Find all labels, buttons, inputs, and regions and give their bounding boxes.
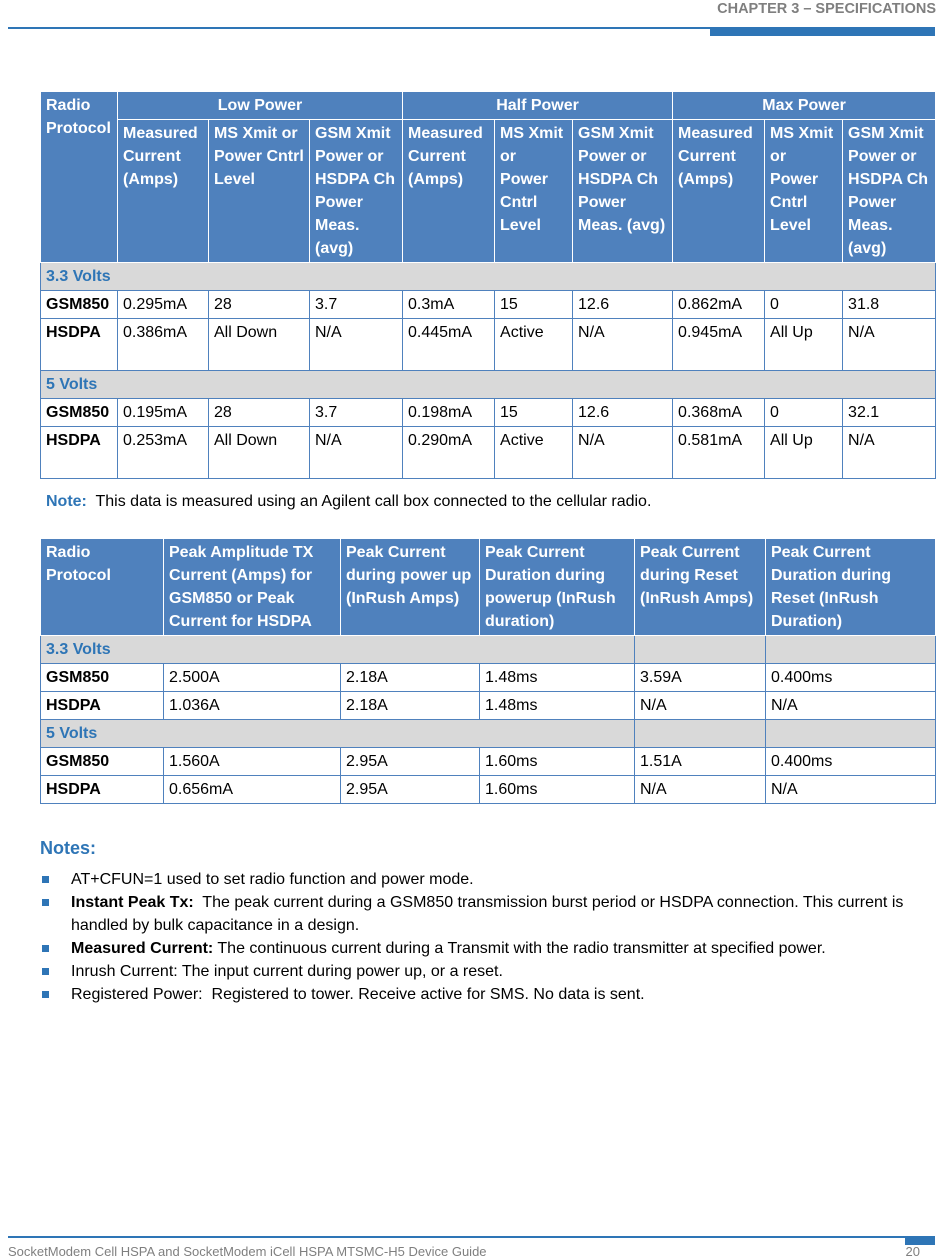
protocol-cell: HSDPA (41, 319, 118, 371)
note-item-text: The continuous current during a Transmit with the radio transmitter at specified power. (213, 940, 826, 957)
table-cell: 3.59A (635, 664, 766, 692)
section-label: 5 Volts (41, 720, 635, 748)
table-row (41, 427, 936, 479)
table-cell: 0 (765, 399, 843, 427)
table-cell: All Down (209, 319, 310, 371)
table-cell: 0.195mA (118, 399, 209, 427)
table-cell: All Up (765, 319, 843, 371)
table-cell: 31.8 (843, 291, 936, 319)
table-cell: 2.95A (341, 748, 480, 776)
table1-group-header-half: Half Power (403, 92, 673, 120)
table2-header: Peak Amplitude TX Current (Amps) for GSM850 or Peak Current for HSDPA (164, 539, 341, 636)
protocol-cell: GSM850 (41, 748, 164, 776)
table1-subheader: Measured Current (Amps) (403, 120, 495, 263)
table-cell: N/A (310, 319, 403, 371)
table-row (41, 319, 936, 371)
table1-subheader-row (41, 120, 936, 263)
table-cell: 28 (209, 399, 310, 427)
table-row (41, 692, 936, 720)
table-cell: N/A (635, 692, 766, 720)
note-item-text: Registered Power: Registered to tower. Receive active for SMS. No data is sent. (71, 986, 645, 1003)
table-cell: 0.945mA (673, 319, 765, 371)
note-item-term: Measured Current: (71, 940, 214, 957)
table-cell: 0.253mA (118, 427, 209, 479)
note-item (40, 868, 920, 891)
section-label: 3.3 Volts (41, 263, 936, 291)
table-cell: 1.48ms (480, 692, 635, 720)
table-cell: 0.295mA (118, 291, 209, 319)
note-item (40, 937, 920, 960)
table-cell: 0.386mA (118, 319, 209, 371)
table-cell: 1.48ms (480, 664, 635, 692)
section-label: 5 Volts (41, 371, 936, 399)
table-row (41, 776, 936, 804)
table-cell: 1.60ms (480, 776, 635, 804)
table-cell: 0.400ms (766, 664, 936, 692)
table2-header: Peak Current during Reset (InRush Amps) (635, 539, 766, 636)
table-cell: 0.862mA (673, 291, 765, 319)
section-label: 3.3 Volts (41, 636, 635, 664)
table-cell: 1.560A (164, 748, 341, 776)
table1-subheader: Measured Current (Amps) (118, 120, 209, 263)
footer-rule (8, 1236, 935, 1238)
note-label: Note: (46, 493, 87, 510)
table-cell: 15 (495, 291, 573, 319)
table-cell: 0.3mA (403, 291, 495, 319)
section-empty-cell (635, 720, 766, 748)
table1-subheader: GSM Xmit Power or HSDPA Ch Power Meas. (avg) (310, 120, 403, 263)
page-number: 20 (905, 1244, 920, 1259)
table-cell: Active (495, 319, 573, 371)
bullet-square-icon (42, 945, 49, 952)
table-cell: 3.7 (310, 399, 403, 427)
table-cell: 28 (209, 291, 310, 319)
table-cell: 2.500A (164, 664, 341, 692)
table-row (41, 748, 936, 776)
note-item-text: The peak current during a GSM850 transmission burst period or HSDPA connection. This current is handled by bulk capacitance in a design. (71, 894, 908, 934)
table-cell: N/A (573, 427, 673, 479)
table2-header: Peak Current Duration during Reset (InRush Duration) (766, 539, 936, 636)
protocol-cell: GSM850 (41, 399, 118, 427)
section-row (41, 371, 936, 399)
table-cell: 12.6 (573, 399, 673, 427)
section-empty-cell (635, 636, 766, 664)
table1-note (46, 493, 651, 511)
table-cell: N/A (310, 427, 403, 479)
table-cell: 2.18A (341, 692, 480, 720)
table-cell: 0 (765, 291, 843, 319)
table1-group-header-row (41, 92, 936, 120)
table1-protocol-header: Radio Protocol (41, 92, 118, 263)
table-cell: Active (495, 427, 573, 479)
protocol-cell: GSM850 (41, 664, 164, 692)
table-cell: 2.18A (341, 664, 480, 692)
table-cell: N/A (635, 776, 766, 804)
protocol-cell: HSDPA (41, 427, 118, 479)
table-cell: N/A (843, 427, 936, 479)
table-cell: 0.656mA (164, 776, 341, 804)
note-item (40, 891, 920, 937)
table1-subheader: GSM Xmit Power or HSDPA Ch Power Meas. (avg) (573, 120, 673, 263)
section-row (41, 636, 936, 664)
table-cell: N/A (766, 776, 936, 804)
protocol-cell: GSM850 (41, 291, 118, 319)
note-item (40, 960, 920, 983)
table-row (41, 291, 936, 319)
table2-header-row (41, 539, 936, 636)
note-item-text: AT+CFUN=1 used to set radio function and power mode. (71, 871, 474, 888)
table1-subheader: MS Xmit or Power Cntrl Level (765, 120, 843, 263)
table-cell: 0.290mA (403, 427, 495, 479)
section-empty-cell (766, 720, 936, 748)
table1-subheader: Measured Current (Amps) (673, 120, 765, 263)
table-cell: N/A (843, 319, 936, 371)
table1-subheader: GSM Xmit Power or HSDPA Ch Power Meas. (avg) (843, 120, 936, 263)
table2-header: Radio Protocol (41, 539, 164, 636)
bullet-square-icon (42, 991, 49, 998)
table-row (41, 664, 936, 692)
table-cell: N/A (573, 319, 673, 371)
table-cell: 0.400ms (766, 748, 936, 776)
table1-group-header-max: Max Power (673, 92, 936, 120)
table2-header: Peak Current during power up (InRush Amps) (341, 539, 480, 636)
peak-current-table (40, 538, 936, 804)
table-cell: 32.1 (843, 399, 936, 427)
table-cell: 2.95A (341, 776, 480, 804)
note-item-term: Instant Peak Tx: (71, 894, 194, 911)
bullet-square-icon (42, 876, 49, 883)
power-consumption-table (40, 91, 936, 479)
note-text: This data is measured using an Agilent call box connected to the cellular radio. (95, 493, 652, 510)
table-cell: 3.7 (310, 291, 403, 319)
protocol-cell: HSDPA (41, 692, 164, 720)
notes-list (40, 868, 920, 1006)
table-cell: N/A (766, 692, 936, 720)
protocol-cell: HSDPA (41, 776, 164, 804)
table-cell: 12.6 (573, 291, 673, 319)
table-row (41, 399, 936, 427)
section-row (41, 720, 936, 748)
note-item (40, 983, 920, 1006)
chapter-heading: CHAPTER 3 – SPECIFICATIONS (717, 1, 936, 17)
table-cell: 0.368mA (673, 399, 765, 427)
table-cell: All Up (765, 427, 843, 479)
notes-title: Notes: (40, 838, 97, 858)
table1-group-header-low: Low Power (118, 92, 403, 120)
table2-header: Peak Current Duration during powerup (InRush duration) (480, 539, 635, 636)
note-item-text: Inrush Current: The input current during power up, or a reset. (71, 963, 503, 980)
table-cell: 0.581mA (673, 427, 765, 479)
header-accent-bar (710, 27, 935, 36)
table1-subheader: MS Xmit or Power Cntrl Level (209, 120, 310, 263)
table-cell: 15 (495, 399, 573, 427)
section-row (41, 263, 936, 291)
table-cell: 1.60ms (480, 748, 635, 776)
bullet-square-icon (42, 968, 49, 975)
table-cell: All Down (209, 427, 310, 479)
table-cell: 1.51A (635, 748, 766, 776)
table-cell: 0.198mA (403, 399, 495, 427)
table-cell: 0.445mA (403, 319, 495, 371)
table-cell: 1.036A (164, 692, 341, 720)
footer-title: SocketModem Cell HSPA and SocketModem iCell HSPA MTSMC-H5 Device Guide (8, 1244, 487, 1259)
section-empty-cell (766, 636, 936, 664)
table1-subheader: MS Xmit or Power Cntrl Level (495, 120, 573, 263)
bullet-square-icon (42, 899, 49, 906)
